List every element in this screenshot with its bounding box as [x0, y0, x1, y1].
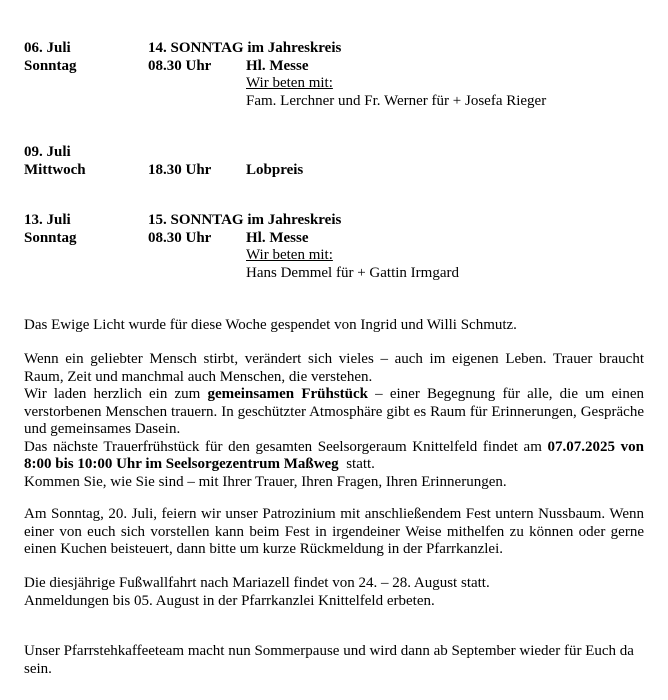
fruehstueck-post: – einer Begegnung für alle, die um einen verstorbenen Menschen trauern. In geschützter Atmosphäre gibt es Raum für Erinnerungen, Gespräche und gemeinsames Dasein. — [24, 386, 644, 437]
entry-event: Lobpreis — [246, 161, 304, 178]
wallfahrt-line-2: Anmeldungen bis 05. August in der Pfarrkanzlei Knittelfeld erbeten. — [24, 592, 435, 609]
entry-heading: 14. SONNTAG im Jahreskreis — [148, 40, 342, 56]
entry-time: 08.30 Uhr — [148, 229, 212, 246]
entry-weekday: Sonntag — [24, 57, 77, 74]
wallfahrt-line-1: Die diesjährige Fußwallfahrt nach Mariazell findet von 24. – 28. August statt. — [24, 575, 490, 591]
announcement-patrozinium — [24, 506, 644, 559]
kaffeeteam-text: Unser Pfarrstehkaffeeteam macht nun Sommerpause und wird dann ab September wieder für Euch da sein. — [24, 643, 634, 677]
entry-heading: 15. SONNTAG im Jahreskreis — [148, 212, 342, 228]
schedule-entry — [24, 212, 654, 282]
trauer-intro-text: Wenn ein geliebter Mensch stirbt, verändert sich vieles – auch im eigenen Leben. Trauer braucht Raum, Zeit und manchmal auch Menschen, die verstehen. — [24, 351, 644, 385]
naechstes-bold: 07.07.2025 von 8:00 bis 10:00 Uhr im Seelsorgezentrum Maßweg — [24, 438, 644, 472]
entry-time: 18.30 Uhr — [148, 161, 212, 178]
entry-weekday: Sonntag — [24, 229, 77, 246]
naechstes-pre: Das nächste Trauerfrühstück für den gesamten Seelsorgeraum Knittelfeld findet am — [24, 438, 548, 455]
entry-date: 13. Juli — [24, 212, 71, 228]
ewiges-licht-text: Das Ewige Licht wurde für diese Woche gespendet von Ingrid und Willi Schmutz. — [24, 317, 517, 333]
kommen-sie-text: Kommen Sie, wie Sie sind – mit Ihrer Trauer, Ihren Fragen, Ihren Erinnerungen. — [24, 473, 507, 490]
entry-event: Hl. Messe — [246, 229, 309, 246]
naechstes-post: statt. — [338, 456, 375, 472]
announcement-trauerfruehstueck — [24, 351, 644, 491]
announcement-ewiges-licht — [24, 317, 644, 335]
entry-event: Hl. Messe — [246, 57, 309, 74]
prayer-text: Fam. Lerchner und Fr. Werner für + Josefa Rieger — [246, 92, 547, 109]
naechstes-text — [24, 439, 644, 474]
announcement-wallfahrt — [24, 575, 644, 610]
entry-date: 09. Juli — [24, 144, 71, 160]
schedule-entry — [24, 144, 654, 179]
fruehstueck-text — [24, 386, 644, 439]
entry-date: 06. Juli — [24, 40, 71, 56]
fruehstueck-pre: Wir laden herzlich ein zum — [24, 386, 208, 402]
announcement-kaffeeteam — [24, 643, 644, 678]
entry-weekday: Mittwoch — [24, 161, 86, 178]
patrozinium-text: Am Sonntag, 20. Juli, feiern wir unser Patrozinium mit anschließendem Fest untern Nussbaum. Wenn einer von euch sich vorstellen kann beim Fest in irgendeiner Weise mithelfen zu können oder gerne einen Kuchen beisteuert, dann bitte um kurze Rückmeldung in der Pfarrkanzlei. — [24, 506, 644, 557]
prayer-label: Wir beten mit: — [246, 75, 333, 91]
fruehstueck-bold: gemeinsamen Frühstück — [207, 386, 368, 402]
prayer-label: Wir beten mit: — [246, 247, 333, 263]
schedule-entry — [24, 40, 654, 110]
prayer-text: Hans Demmel für + Gattin Irmgard — [246, 264, 459, 281]
entry-time: 08.30 Uhr — [148, 57, 212, 74]
schedule — [24, 40, 654, 281]
